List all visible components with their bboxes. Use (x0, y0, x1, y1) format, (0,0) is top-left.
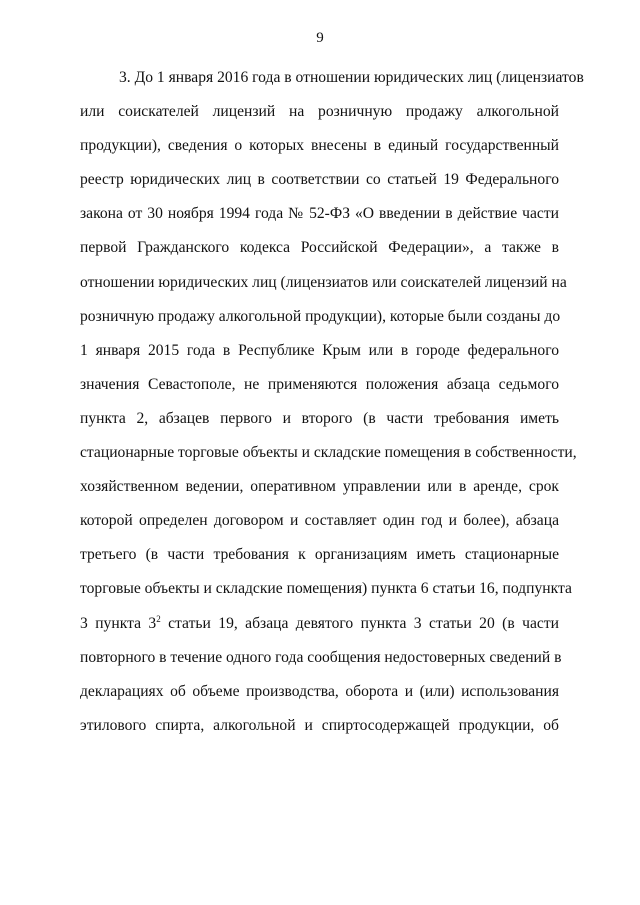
text-line: первой Гражданского кодекса Российской Федерации», а также в (80, 239, 559, 257)
text-line: продукции), сведения о которых внесены в единый государственный (80, 137, 559, 155)
text-line: реестр юридических лиц в соответствии со статьей 19 Федерального (80, 171, 559, 189)
text-fragment: статьи 19, абзаца девятого пункта 3 статьи 20 (в части (160, 614, 559, 632)
text-line: хозяйственном ведении, оперативном управлении или в аренде, срок (80, 478, 559, 496)
body-paragraph (80, 61, 584, 743)
text-line: отношении юридических лиц (лицензиатов или соискателей лицензий на (80, 273, 567, 291)
text-line: торговые объекты и складские помещения) пункта 6 статьи 16, подпункта (80, 580, 572, 598)
text-fragment: 3 пункта 3 (80, 614, 157, 632)
page-number: 9 (316, 30, 324, 46)
text-line: повторного в течение одного года сообщения недостоверных сведений в (80, 648, 562, 666)
text-line-with-superscript (80, 607, 559, 641)
text-line: этилового спирта, алкогольной и спиртосодержащей продукции, об (80, 716, 559, 734)
superscript: 2 (156, 613, 161, 624)
text-line: третьего (в части требования к организациям иметь стационарные (80, 546, 559, 564)
text-line: которой определен договором и составляет один год и более), абзаца (80, 512, 559, 530)
text-line: стационарные торговые объекты и складские помещения в собственности, (80, 444, 577, 462)
text-line: значения Севастополе, не применяются положения абзаца седьмого (80, 375, 559, 393)
text-line: или соискателей лицензий на розничную продажу алкогольной (80, 103, 559, 121)
text-line: розничную продажу алкогольной продукции), которые были созданы до (80, 307, 561, 325)
text-line: декларациях об объеме производства, оборота и (или) использования (80, 682, 559, 700)
text-line: пункта 2, абзацев первого и второго (в части требования иметь (80, 409, 559, 427)
text-line: 3. До 1 января 2016 года в отношении юридических лиц (лицензиатов (119, 69, 584, 86)
text-line: закона от 30 ноября 1994 года № 52-ФЗ «О введении в действие части (80, 205, 559, 223)
text-line: 1 января 2015 года в Республике Крым или в городе федерального (80, 341, 559, 359)
